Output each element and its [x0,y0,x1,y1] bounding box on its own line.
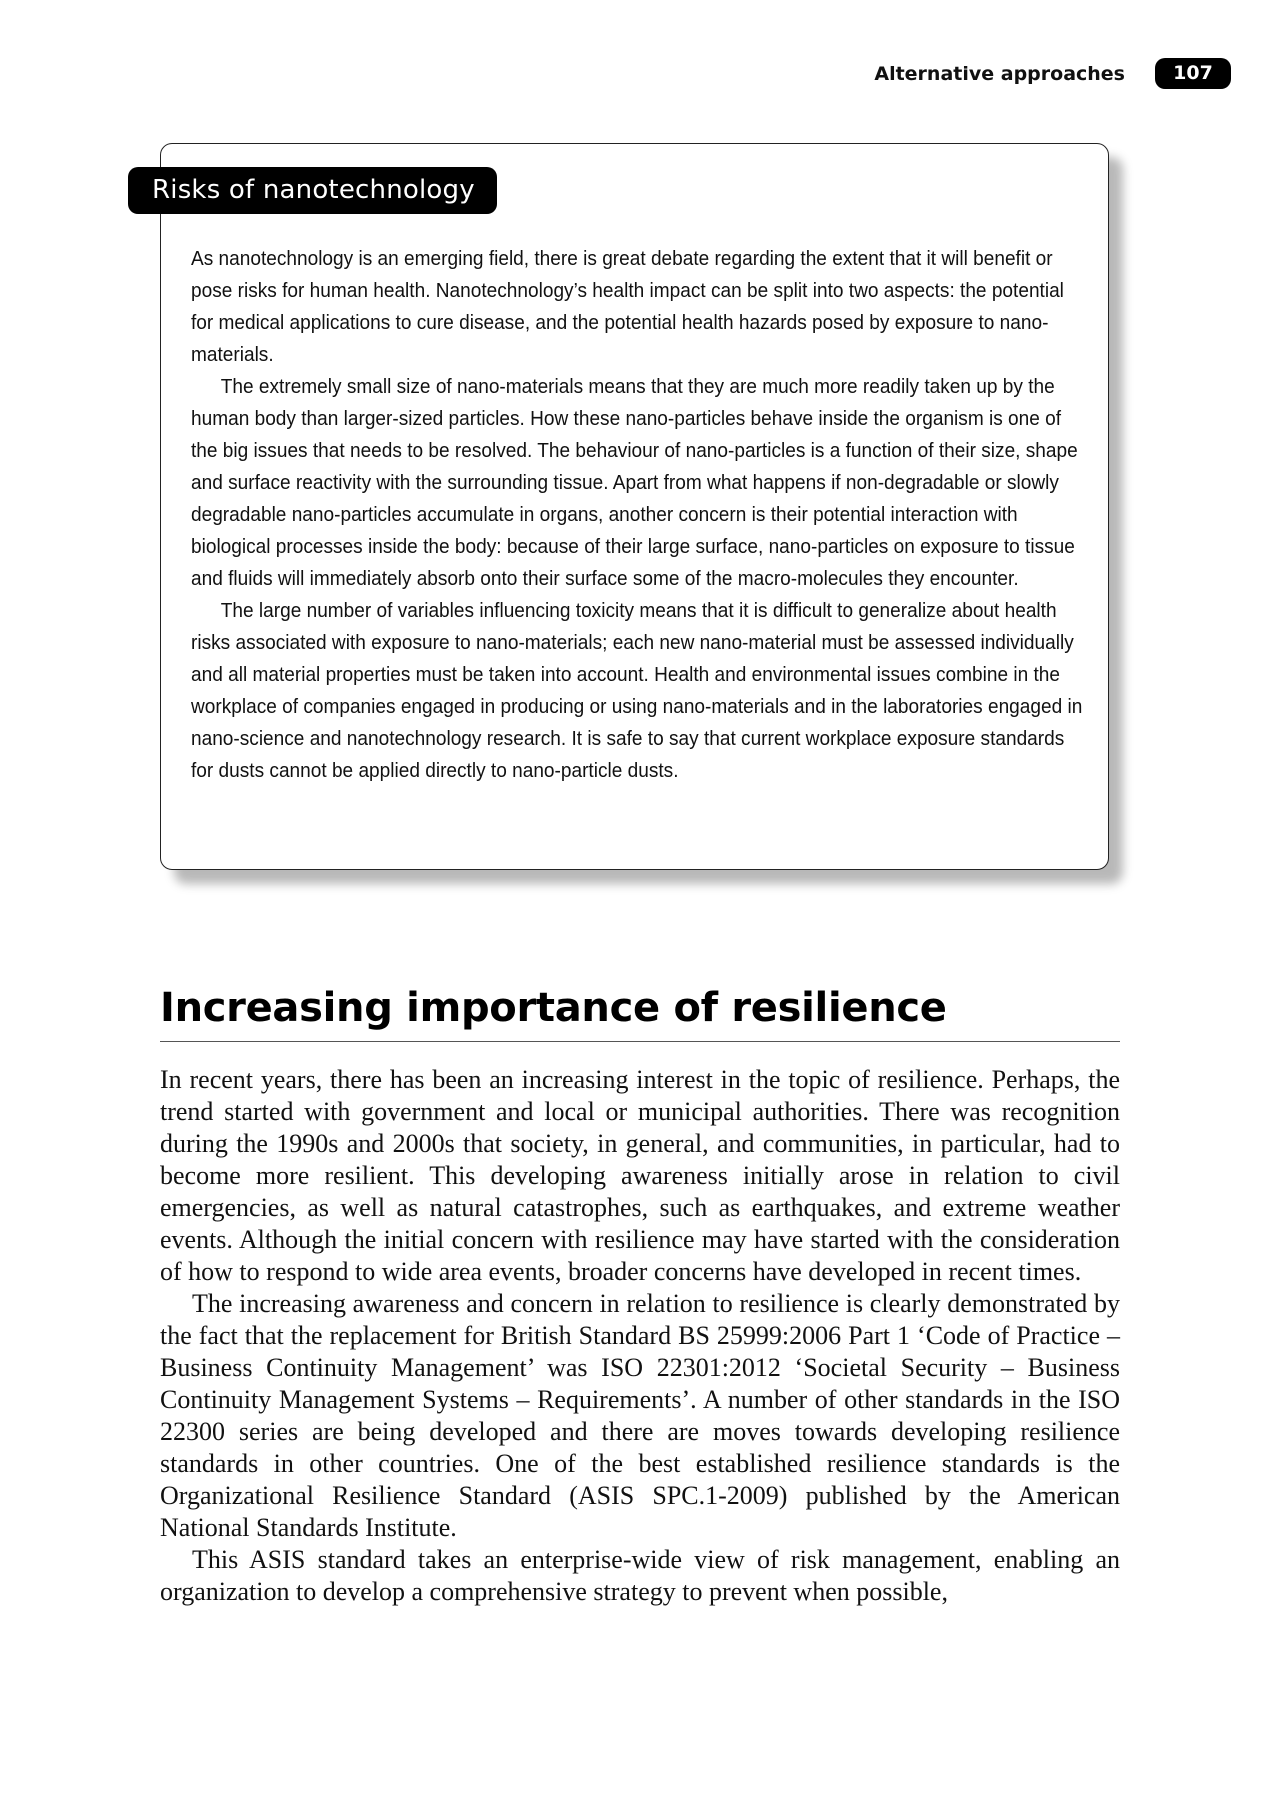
feature-box-body [191,243,1086,787]
section-heading: Increasing importance of resilience [160,985,947,1031]
body-paragraph: This ASIS standard takes an enterprise-wide view of risk management, enabling an organization to develop a comprehensive strategy to prevent when possible, [160,1545,1120,1606]
feature-box-title: Risks of nanotechnology [128,167,497,214]
section-divider [160,1041,1120,1042]
section-body [160,1064,1120,1608]
body-paragraph: The increasing awareness and concern in relation to resilience is clearly demonstrated by the fact that the replacement for British Standard BS 25999:2006 Part 1 ‘Code of Practice – Business Continuity Management’ was ISO 22301:2012 ‘Societal Security – Business Continuity Management Systems – Requirements’. A number of other standards in the ISO 22300 series are being developed and there are moves towards developing resilience standards in other countries. One of the best established resilience standards is the Organizational Resilience Standard (ASIS SPC.1-2009) published by the American National Standards Institute. [160,1289,1120,1542]
feature-paragraph: As nanotechnology is an emerging field, there is great debate regarding the extent that it will benefit or pose risks for human health. Nanotechnology’s health impact can be split into two aspects: the potential for medical applications to cure disease, and the potential health hazards posed by exposure to nano-materials. [191,247,1064,366]
feature-paragraph: The extremely small size of nano-materials means that they are much more readily taken up by the human body than larger-sized particles. How these nano-particles behave inside the organism is one of the big issues that needs to be resolved. The behaviour of nano-particles is a function of their size, shape and surface reactivity with the surrounding tissue. Apart from what happens if non-degradable or slowly degradable nano-particles accumulate in organs, another concern is their potential interaction with biological processes inside the body: because of their large surface, nano-particles on exposure to tissue and fluids will immediately absorb onto their surface some of the macro-molecules they encounter. [191,375,1078,590]
running-head [874,58,1231,89]
page-number-badge: 107 [1155,58,1231,89]
feature-paragraph: The large number of variables influencing toxicity means that it is difficult to generalize about health risks associated with exposure to nano-materials; each new nano-material must be assessed individually and all material properties must be taken into account. Health and environmental issues combine in the workplace of companies engaged in producing or using nano-materials and in the laboratories engaged in nano-science and nanotechnology research. It is safe to say that current workplace exposure standards for dusts cannot be applied directly to nano-particle dusts. [191,599,1083,782]
running-head-title: Alternative approaches [874,62,1125,85]
body-paragraph: In recent years, there has been an increasing interest in the topic of resilience. Perhaps, the trend started with government and local or municipal authorities. There was recognition during the 1990s and 2000s that society, in general, and communities, in particular, had to become more resilient. This developing awareness initially arose in relation to civil emergencies, as well as natural catastrophes, such as earthquakes, and extreme weather events. Although the initial concern with resilience may have started with the consideration of how to respond to wide area events, broader concerns have developed in recent times. [160,1065,1120,1286]
